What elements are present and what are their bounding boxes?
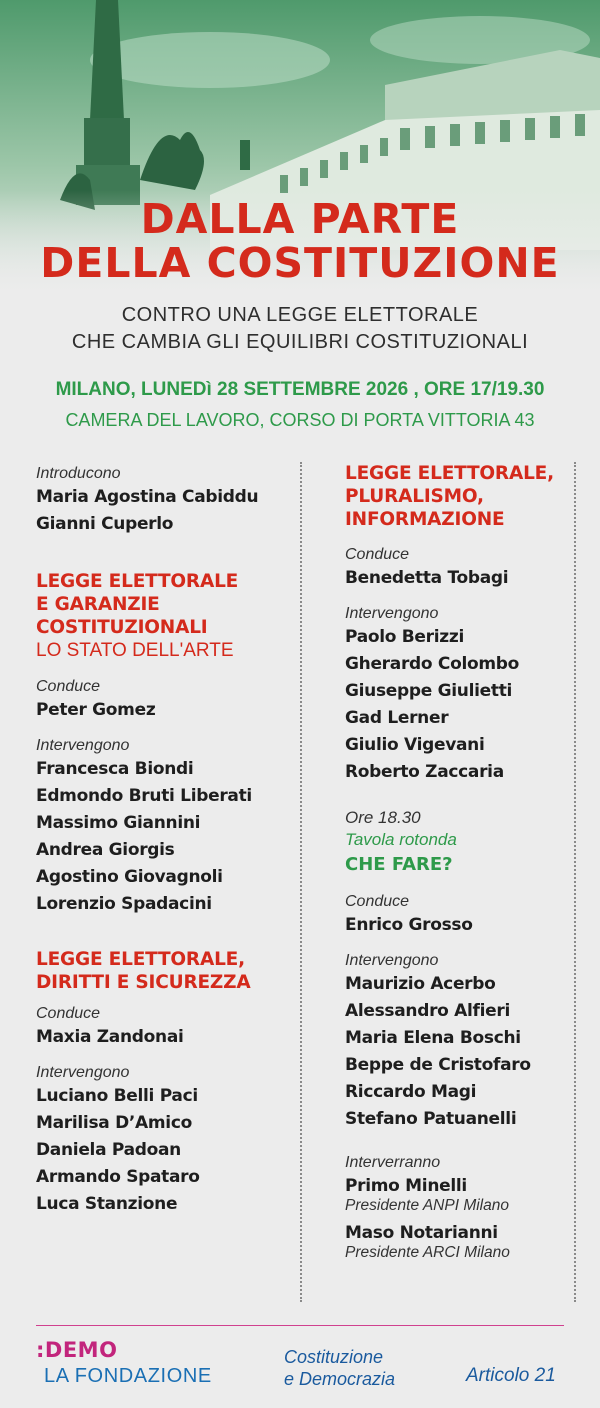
moderator-name: Enrico Grosso: [345, 915, 473, 935]
moderator-name: Benedetta Tobagi: [345, 568, 509, 588]
intro-label: Introducono: [36, 465, 121, 482]
speaker-name: Maso Notarianni: [345, 1223, 498, 1243]
section-title: E GARANZIE: [36, 594, 160, 615]
interverranno-label: Interverranno: [345, 1154, 441, 1171]
speaker-name: Maria Agostina Cabiddu: [36, 487, 259, 507]
section-title: PLURALISMO,: [345, 486, 484, 507]
articolo21-logo: Articolo 21: [466, 1365, 556, 1386]
speaker-name: Gianni Cuperlo: [36, 514, 174, 534]
intervengono-label: Intervengono: [345, 952, 439, 969]
speaker-name: Maurizio Acerbo: [345, 974, 496, 994]
speaker-name: Armando Spataro: [36, 1167, 200, 1187]
speaker-name: Lorenzio Spadacini: [36, 894, 212, 914]
speaker-name: Marilisa D’Amico: [36, 1113, 192, 1133]
speaker-name: Massimo Giannini: [36, 813, 201, 833]
section-title: LEGGE ELETTORALE,: [345, 463, 554, 484]
speaker-name: Giulio Vigevani: [345, 735, 485, 755]
speaker-name: Primo Minelli: [345, 1176, 467, 1196]
speaker-name: Roberto Zaccaria: [345, 762, 504, 782]
speaker-name: Maria Elena Boschi: [345, 1028, 521, 1048]
page-title-line2: DELLA COSTITUZIONE: [40, 239, 560, 287]
speaker-name: Giuseppe Giulietti: [345, 681, 513, 701]
intervengono-label: Intervengono: [36, 737, 130, 754]
subtitle-line1: CONTRO UNA LEGGE ELETTORALE: [121, 304, 479, 326]
conduce-label: Conduce: [345, 546, 410, 563]
conduce-label: Conduce: [345, 893, 410, 910]
speaker-role: Presidente ANPI Milano: [345, 1197, 509, 1214]
section-title: DIRITTI E SICUREZZA: [36, 972, 251, 993]
speaker-name: Agostino Giovagnoli: [36, 867, 223, 887]
speaker-name: Gherardo Colombo: [345, 654, 520, 674]
speaker-name: Luciano Belli Paci: [36, 1086, 198, 1106]
intervengono-label: Intervengono: [36, 1064, 130, 1081]
section-title: COSTITUZIONALI: [36, 617, 208, 638]
round-table-label: Tavola rotonda: [345, 830, 457, 849]
left-column: [36, 458, 296, 1218]
subtitle-line2: CHE CAMBIA GLI EQUILIBRI COSTITUZIONALI: [71, 331, 529, 353]
speaker-name: Andrea Giorgis: [36, 840, 175, 860]
speaker-name: Francesca Biondi: [36, 759, 194, 779]
moderator-name: Peter Gomez: [36, 700, 156, 720]
speaker-name: Alessandro Alfieri: [345, 1001, 511, 1021]
speaker-name: Edmondo Bruti Liberati: [36, 786, 252, 806]
right-column: [345, 458, 585, 1263]
column-divider-center: [300, 462, 302, 1302]
intervengono-label: Intervengono: [345, 605, 439, 622]
conduce-label: Conduce: [36, 1005, 101, 1022]
speaker-name: Luca Stanzione: [36, 1194, 178, 1214]
speaker-name: Beppe de Cristofaro: [345, 1055, 531, 1075]
event-date: MILANO, LUNEDì 28 SETTEMBRE 2026 , ORE 17/19.30: [55, 379, 545, 400]
cost-logo-line1: Costituzione: [284, 1347, 384, 1367]
conduce-label: Conduce: [36, 678, 101, 695]
event-venue: CAMERA DEL LAVORO, CORSO DI PORTA VITTORIA 43: [65, 410, 535, 430]
speaker-name: Stefano Patuanelli: [345, 1109, 517, 1129]
cost-logo-line2: e Democrazia: [284, 1369, 396, 1389]
demo-logo-subtitle: LA FONDAZIONE: [44, 1365, 212, 1387]
speaker-name: Riccardo Magi: [345, 1082, 477, 1102]
speaker-role: Presidente ARCI Milano: [345, 1244, 510, 1261]
speaker-name: Paolo Berizzi: [345, 627, 464, 647]
moderator-name: Maxia Zandonai: [36, 1027, 184, 1047]
page-title-line1: DALLA PARTE: [140, 195, 460, 243]
section-title: LEGGE ELETTORALE,: [36, 949, 245, 970]
round-table-time: Ore 18.30: [345, 808, 421, 827]
footer-divider: [36, 1325, 564, 1326]
speaker-name: Daniela Padoan: [36, 1140, 181, 1160]
speaker-name: Gad Lerner: [345, 708, 449, 728]
costituzione-democrazia-logo: [284, 1346, 395, 1390]
round-table-title: CHE FARE?: [345, 854, 453, 875]
section-subtitle: LO STATO DELL'ARTE: [36, 640, 234, 661]
section-title: INFORMAZIONE: [345, 509, 505, 530]
section-title: LEGGE ELETTORALE: [36, 571, 239, 592]
demo-logo: :DEMO: [36, 1338, 118, 1362]
